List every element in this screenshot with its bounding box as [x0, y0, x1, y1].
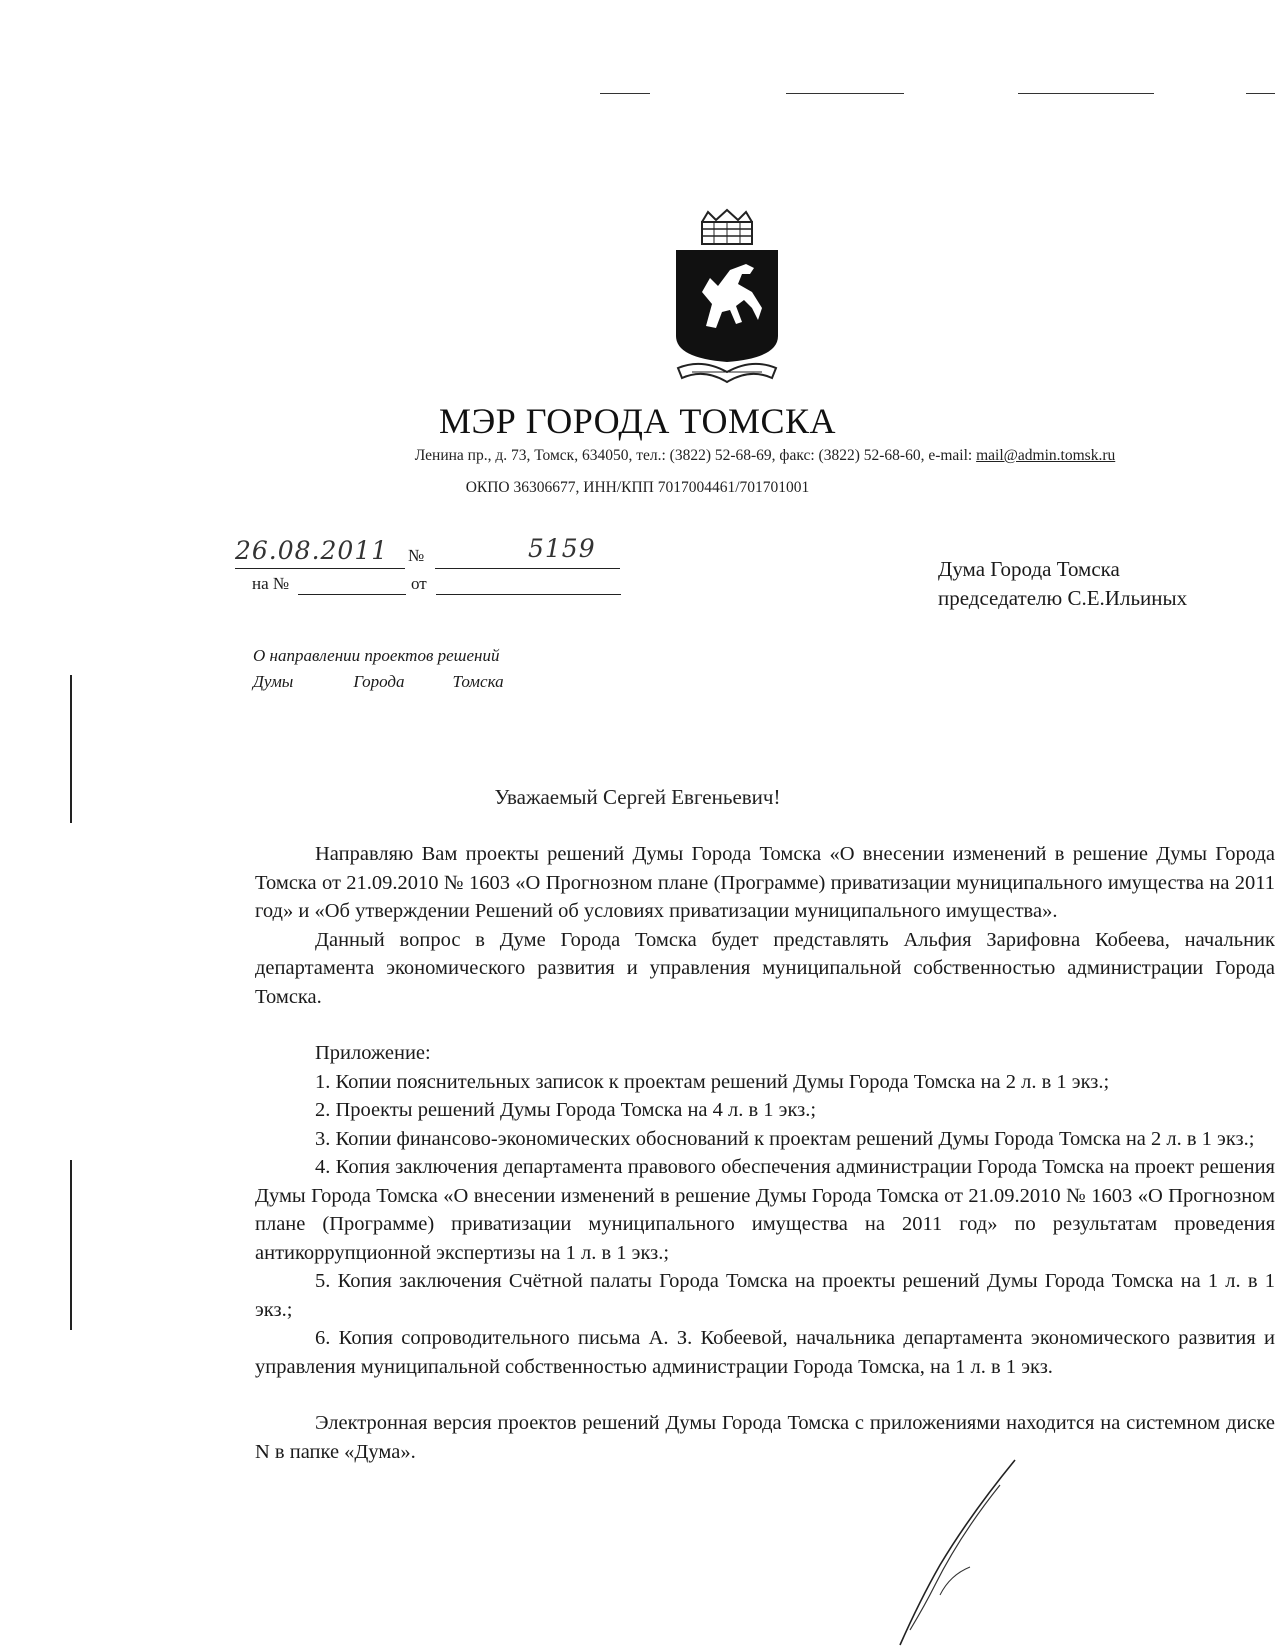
reply-to-underline [298, 594, 406, 595]
body-paragraph: Данный вопрос в Думе Города Томска будет представлять Альфия Зарифовна Кобеева, начальник департамента экономического развития и управления муниципальной собственностью администрации Города Томска. [255, 928, 1275, 1008]
paragraph-gap [255, 1011, 1275, 1039]
attachment-item: 6. Копия сопроводительного письма А. З. Кобеевой, начальника департамента экономического развития и управления муниципальной собственностью администрации Города Томска, на 1 л. в 1 экз. [255, 1327, 1275, 1378]
tomsk-coat-of-arms-icon [672, 208, 782, 388]
addressee-block [938, 555, 1187, 613]
from-underline [436, 594, 621, 595]
attachment-item: 2. Проекты решений Думы Города Томска на 4 л. в 1 экз.; [315, 1099, 817, 1121]
address-text: Ленина пр., д. 73, Томск, 634050, тел.: (3822) 52-68-69, факс: (3822) 52-68-60, e-mail: [414, 447, 973, 464]
attachments-label: Приложение: [315, 1042, 431, 1064]
signature-icon [880, 1455, 1030, 1650]
number-handwritten: 5159 [528, 534, 596, 563]
greeting: Уважаемый Сергей Евгеньевич! [494, 785, 781, 809]
scan-line [1018, 93, 1154, 94]
reply-to-label: на № [252, 574, 290, 593]
scan-line [600, 93, 650, 94]
date-handwritten: 26.08.2011 [235, 536, 389, 565]
body-paragraph: Направляю Вам проекты решений Думы Города Томска «О внесении изменений в решение Думы Города Томска от 21.09.2010 № 1603 «О Прогнозном плане (Программе) приватизации муниципального имущества на 2011 год» и «Об утверждении Решений об условиях приватизации муниципального имущества». [255, 843, 1275, 922]
subject-block [253, 643, 504, 695]
attachment-item: 1. Копии пояснительных записок к проектам решений Думы Города Томска на 2 л. в 1 экз.; [315, 1070, 1110, 1093]
subject-line: О направлении проектов решений [253, 646, 500, 665]
addressee-line: председателю С.Е.Ильиных [938, 586, 1188, 610]
number-label: № [408, 546, 425, 565]
from-label: от [411, 574, 427, 593]
subject-line [253, 669, 504, 695]
subject-word: Томска [452, 672, 504, 691]
attachment-item: 4. Копия заключения департамента правового обеспечения администрации Города Томска на проект решения Думы Города Томска «О внесении изменений в решение Думы Города Томска от 21.09.2010 № 1603 «О Прогнозном плане (Программе) приватизации муниципального имущества на 2011 год» по результатам проведения антикоррупционной экспертизы на 1 л. в 1 экз.; [255, 1156, 1275, 1264]
scan-line [1246, 93, 1275, 94]
ribbon-icon [678, 364, 776, 382]
scan-line [786, 93, 904, 94]
subject-word: Думы [253, 672, 294, 691]
margin-mark [70, 675, 72, 823]
body-paragraph: Электронная версия проектов решений Думы Города Томска с приложениями находится на системном диске N в папке «Дума». [255, 1412, 1275, 1463]
letterhead-contacts [255, 447, 1275, 465]
crown-icon [702, 210, 752, 244]
letterhead-title: МЭР ГОРОДА ТОМСКА [439, 401, 836, 441]
addressee-line: Дума Города Томска [938, 557, 1120, 581]
margin-mark [70, 1160, 72, 1330]
email-link[interactable]: mail@admin.tomsk.ru [976, 447, 1116, 464]
attachment-item: 3. Копии финансово-экономических обоснований к проектам решений Думы Города Томска на 2 л. в 1 экз.; [315, 1127, 1255, 1150]
subject-word: Города [353, 672, 405, 691]
date-underline [235, 568, 405, 569]
okpo-line: ОКПО 36306677, ИНН/КПП 7017004461/701701001 [465, 479, 810, 496]
letter-body [255, 840, 1275, 1466]
paragraph-gap [255, 1381, 1275, 1409]
number-underline [435, 568, 620, 569]
attachment-item: 5. Копия заключения Счётной палаты Города Томска на проекты решений Думы Города Томска на 1 л. в 1 экз.; [255, 1270, 1275, 1321]
